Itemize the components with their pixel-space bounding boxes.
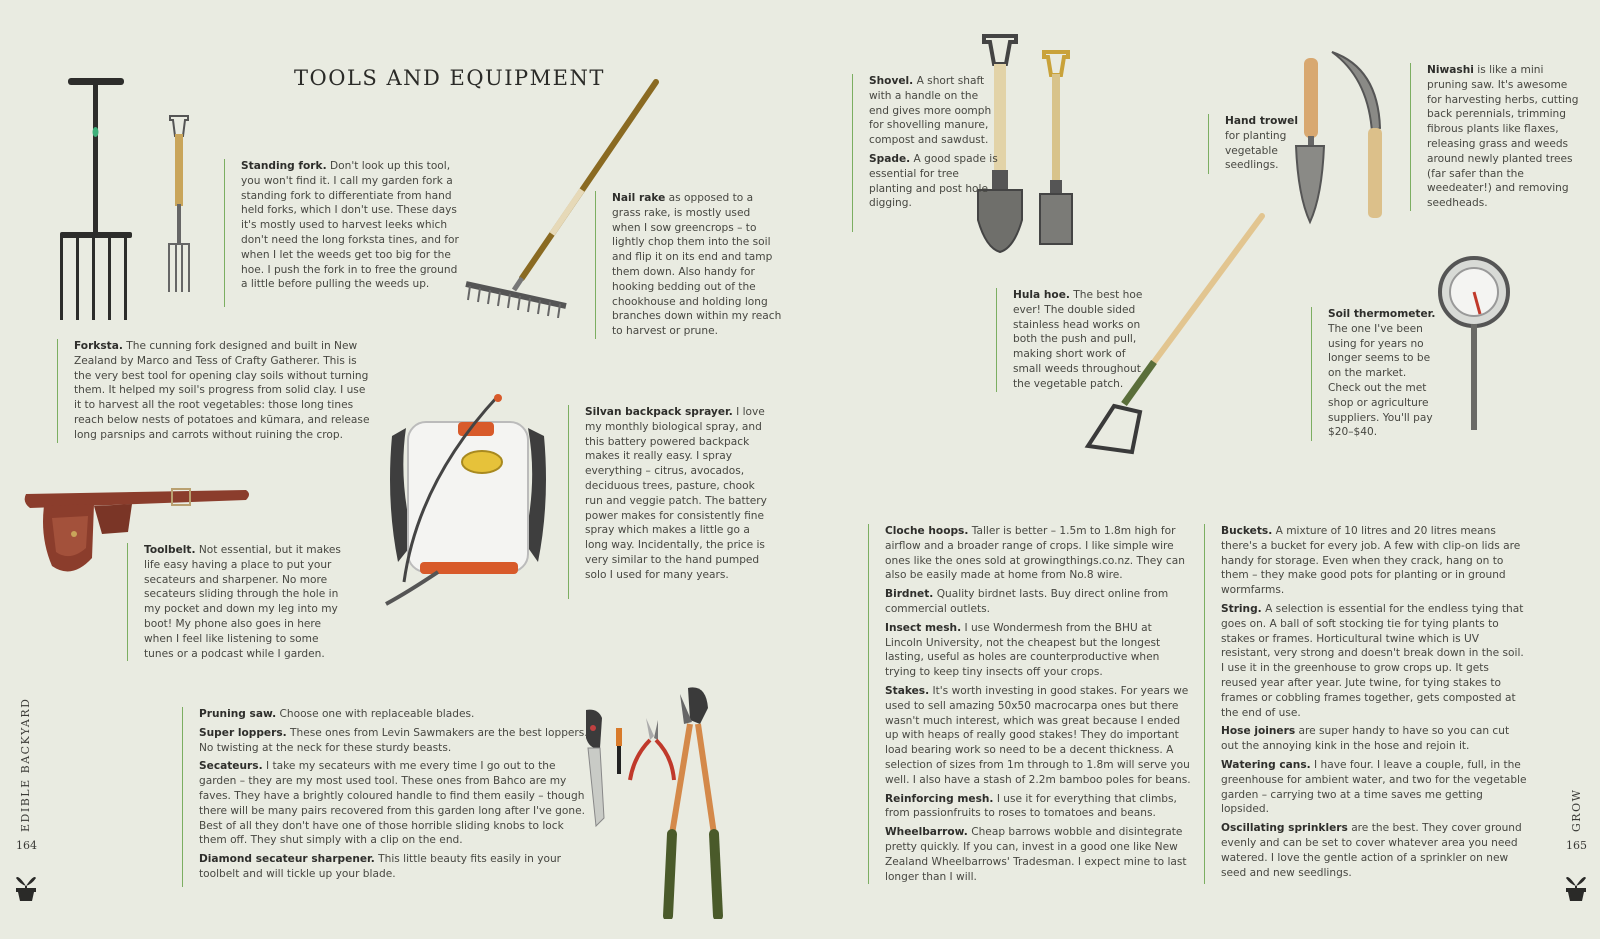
entry-name: Silvan backpack sprayer. <box>585 406 733 418</box>
entry-hand-trowel <box>1208 114 1313 174</box>
entry-name: Diamond secateur sharpener. <box>199 853 375 866</box>
entry-nail-rake <box>595 191 782 339</box>
entry-text: This little beauty fits easily in your toolbelt and will tickle up your blade. <box>199 853 562 880</box>
entry-name: Forksta. <box>74 340 123 352</box>
entry-hula-hoe <box>996 288 1157 392</box>
entry-niwashi <box>1410 63 1579 211</box>
entry-soil-thermometer <box>1311 307 1440 441</box>
entry-name: Oscillating sprinklers <box>1221 822 1348 835</box>
entry-cutting-tools <box>182 707 591 887</box>
entry-text: A selection is essential for the endless tying that goes on. A ball of soft stocking tie for tying plants to stakes or frames. Horticultural twine which is UV resistant, very strong and doesn't break down in the soil. I use it in the greenhouse to grow crops up. It gets reused year after year. Jute twine, for tying stakes to frames or cobbling frames together, gets composted at the end of use. <box>1221 602 1524 719</box>
hand-fork-illustration <box>164 114 194 294</box>
plant-pot-icon <box>14 872 38 902</box>
entry-watering-supplies <box>1204 524 1527 884</box>
entry-name: Hose joiners <box>1221 725 1296 738</box>
entry-name: Watering cans. <box>1221 758 1311 771</box>
entry-name: Birdnet. <box>885 588 934 601</box>
entry-text: Don't look up this tool, you won't find it. I call my garden fork a standing fork to differentiate from hand held forks, which I don't use. These days it's mostly used to harvest leeks which don't need the long forksta tines, and for when I let the weeds get too big for the hoe. I push the fork in to free the ground a little before pulling the weeds up. <box>241 160 459 291</box>
page-title: TOOLS AND EQUIPMENT <box>294 66 605 90</box>
sharpener-illustration <box>613 726 625 776</box>
entry-text: The cunning fork designed and built in New Zealand by Marco and Tess of Crafty Gatherer. This is the very best tool for opening clay soils without turning them. It helped my soil's progress from solid clay. I use it to harvest all the root vegetables: those long tines reach below nests of potatoes and kūmara, and release long parsnips and carrots without ruining the crop. <box>74 340 370 441</box>
plant-pot-icon <box>1564 872 1588 902</box>
left-side-label: EDIBLE BACKYARD <box>19 697 32 832</box>
standing-fork-illustration <box>54 76 134 326</box>
spade-illustration <box>1036 50 1076 250</box>
entry-name: Cloche hoops. <box>885 525 969 537</box>
entry-text: for planting vegetable seedlings. <box>1225 129 1287 172</box>
entry-shovel-spade <box>852 74 999 232</box>
entry-text: are the best. They cover ground evenly and can be set to cover whatever area you need watered. I love the gentle action of a sprinkler on new seed and new seedlings. <box>1221 822 1522 879</box>
entry-name: Insect mesh. <box>885 621 962 634</box>
entry-text: Quality birdnet lasts. Buy direct online from commercial outlets. <box>885 588 1169 615</box>
entry-text: is like a mini pruning saw. It's awesome for harvesting herbs, cutting back perennials, trimming fibrous plants like flaxes, releasing grass and weeds around newly planted trees (far safer than the weedeater!) and removing seedheads. <box>1427 64 1579 210</box>
entry-standing-fork <box>224 159 461 307</box>
entry-text: are super handy to have so you can cut out the annoying kink in the hose and rejoin it. <box>1221 725 1510 753</box>
niwashi-illustration <box>1328 48 1392 220</box>
entry-text: I love my monthly biological spray, and this battery powered backpack makes it really easy. I spray everything – citrus, avocados, deciduous trees, pasture, chook run and veggie patch. The battery power makes for consistently fine spray which makes a little go a long way. Incidentally, the price is very similar to the hand pumped solo I used for many years. <box>585 406 767 581</box>
entry-name: Reinforcing mesh. <box>885 792 994 805</box>
entry-name: Nail rake <box>612 192 666 204</box>
entry-text: as opposed to a grass rake, is mostly used when I sow greencrops – to lightly chop them into the soil and flip it on its end and tamp them down. Also handy for hooking bedding out of the chookhouse and holding long branches down within my reach to harvest or prune. <box>612 192 782 338</box>
entry-text: A good spade is essential for tree planting and post hole digging. <box>869 152 998 210</box>
entry-name: Pruning saw. <box>199 708 277 720</box>
entry-text: The best hoe ever! The double sided stainless head works on both the push and pull, making short work of small weeds throughout the vegetable patch. <box>1013 289 1143 390</box>
entry-name: Niwashi <box>1427 64 1474 76</box>
right-page-number: 165 <box>1566 839 1587 852</box>
entry-name: String. <box>1221 602 1262 615</box>
entry-text: A mixture of 10 litres and 20 litres means there's a bucket for every job. A few with clip-on lids are handy for storage. Even when they crack, hang on to them – they make good pots for planting or in ground wormfarms. <box>1221 525 1521 597</box>
entry-toolbelt <box>127 543 344 661</box>
backpack-sprayer-illustration <box>378 392 548 617</box>
entry-name: Hand trowel <box>1225 115 1298 127</box>
entry-name: Soil thermometer. <box>1328 308 1436 320</box>
entry-text: The one I've been using for years no longer seems to be on the market. Check out the met shop or agriculture suppliers. You'll pay $20–$40. <box>1328 322 1433 439</box>
entry-forksta <box>57 339 374 443</box>
entry-text: I use it for everything that climbs, from passionfruits to roses to tomatoes and beans. <box>885 792 1177 820</box>
entry-garden-supplies <box>868 524 1191 884</box>
entry-sprayer <box>568 405 770 599</box>
entry-name: Spade. <box>869 152 911 165</box>
entry-text: I use Wondermesh from the BHU at Lincoln University, not the cheapest but the longest lasting, useful as holes are counterproductive when trying to keep tiny insects off your crops. <box>885 621 1161 679</box>
entry-text: Taller is better – 1.5m to 1.8m high for airflow and a broader range of crops. I like simple wire ones like the ones sold at growingthings.co.nz. They can also be easily made at home from No.8 wire. <box>885 525 1185 582</box>
entry-text: These ones from Levin Sawmakers are the best loppers. No twisting at the neck for these sturdy beasts. <box>199 726 588 754</box>
entry-name: Buckets. <box>1221 525 1273 537</box>
entry-text: Choose one with replaceable blades. <box>276 708 475 720</box>
entry-text: It's worth investing in good stakes. For years we used to sell amazing 50x50 macrocarpa ones but there wasn't much interest, which was great because I ended up with heaps of really good stakes! They do important load bearing work so need to be a decent thickness. A selection of sizes from 1m through to 1.8m will serve you well. I also have a stash of 2.2m bamboo poles for beans. <box>885 684 1191 786</box>
entry-name: Hula hoe. <box>1013 289 1070 301</box>
entry-text: I take my secateurs with me every time I go out to the garden – they are my most used tool. These ones from Bahco are my faves. They have a brightly coloured handle to find them easily – though there will be many pairs recovered from this garden long after I've gone. Best of all they don't have one of those horrible sliding knobs to lock them off. They shut simply with a clip on the end. <box>199 760 585 847</box>
right-side-label: GROW <box>1570 788 1583 832</box>
entry-name: Shovel. <box>869 75 914 87</box>
entry-name: Toolbelt. <box>144 544 196 556</box>
entry-name: Super loppers. <box>199 726 287 739</box>
entry-text: I have four. I leave a couple, full, in the greenhouse for ambient water, and two for the vegetable garden – carrying two at a time saves me getting lopsided. <box>1221 758 1527 816</box>
entry-name: Secateurs. <box>199 760 263 773</box>
entry-text: Cheap barrows wobble and disintegrate pretty quickly. If you can, invest in a good one like New Zealand Wheelbarrows' Tradesman. I expect mine to last longer than I will. <box>885 826 1187 883</box>
entry-text: A short shaft with a handle on the end gives more oomph for shovelling manure, compost and sawdust. <box>869 75 992 147</box>
entry-name: Standing fork. <box>241 160 327 172</box>
entry-name: Wheelbarrow. <box>885 826 968 839</box>
entry-name: Stakes. <box>885 684 930 697</box>
loppers-illustration <box>662 684 732 919</box>
left-page-number: 164 <box>16 839 37 852</box>
entry-text: Not essential, but it makes life easy having a place to put your secateurs and sharpener. No more secateurs sliding through the hole in my pocket and down my leg into my boot! My phone also goes in here when I feel like listening to some tunes or a podcast while I garden. <box>144 544 341 660</box>
